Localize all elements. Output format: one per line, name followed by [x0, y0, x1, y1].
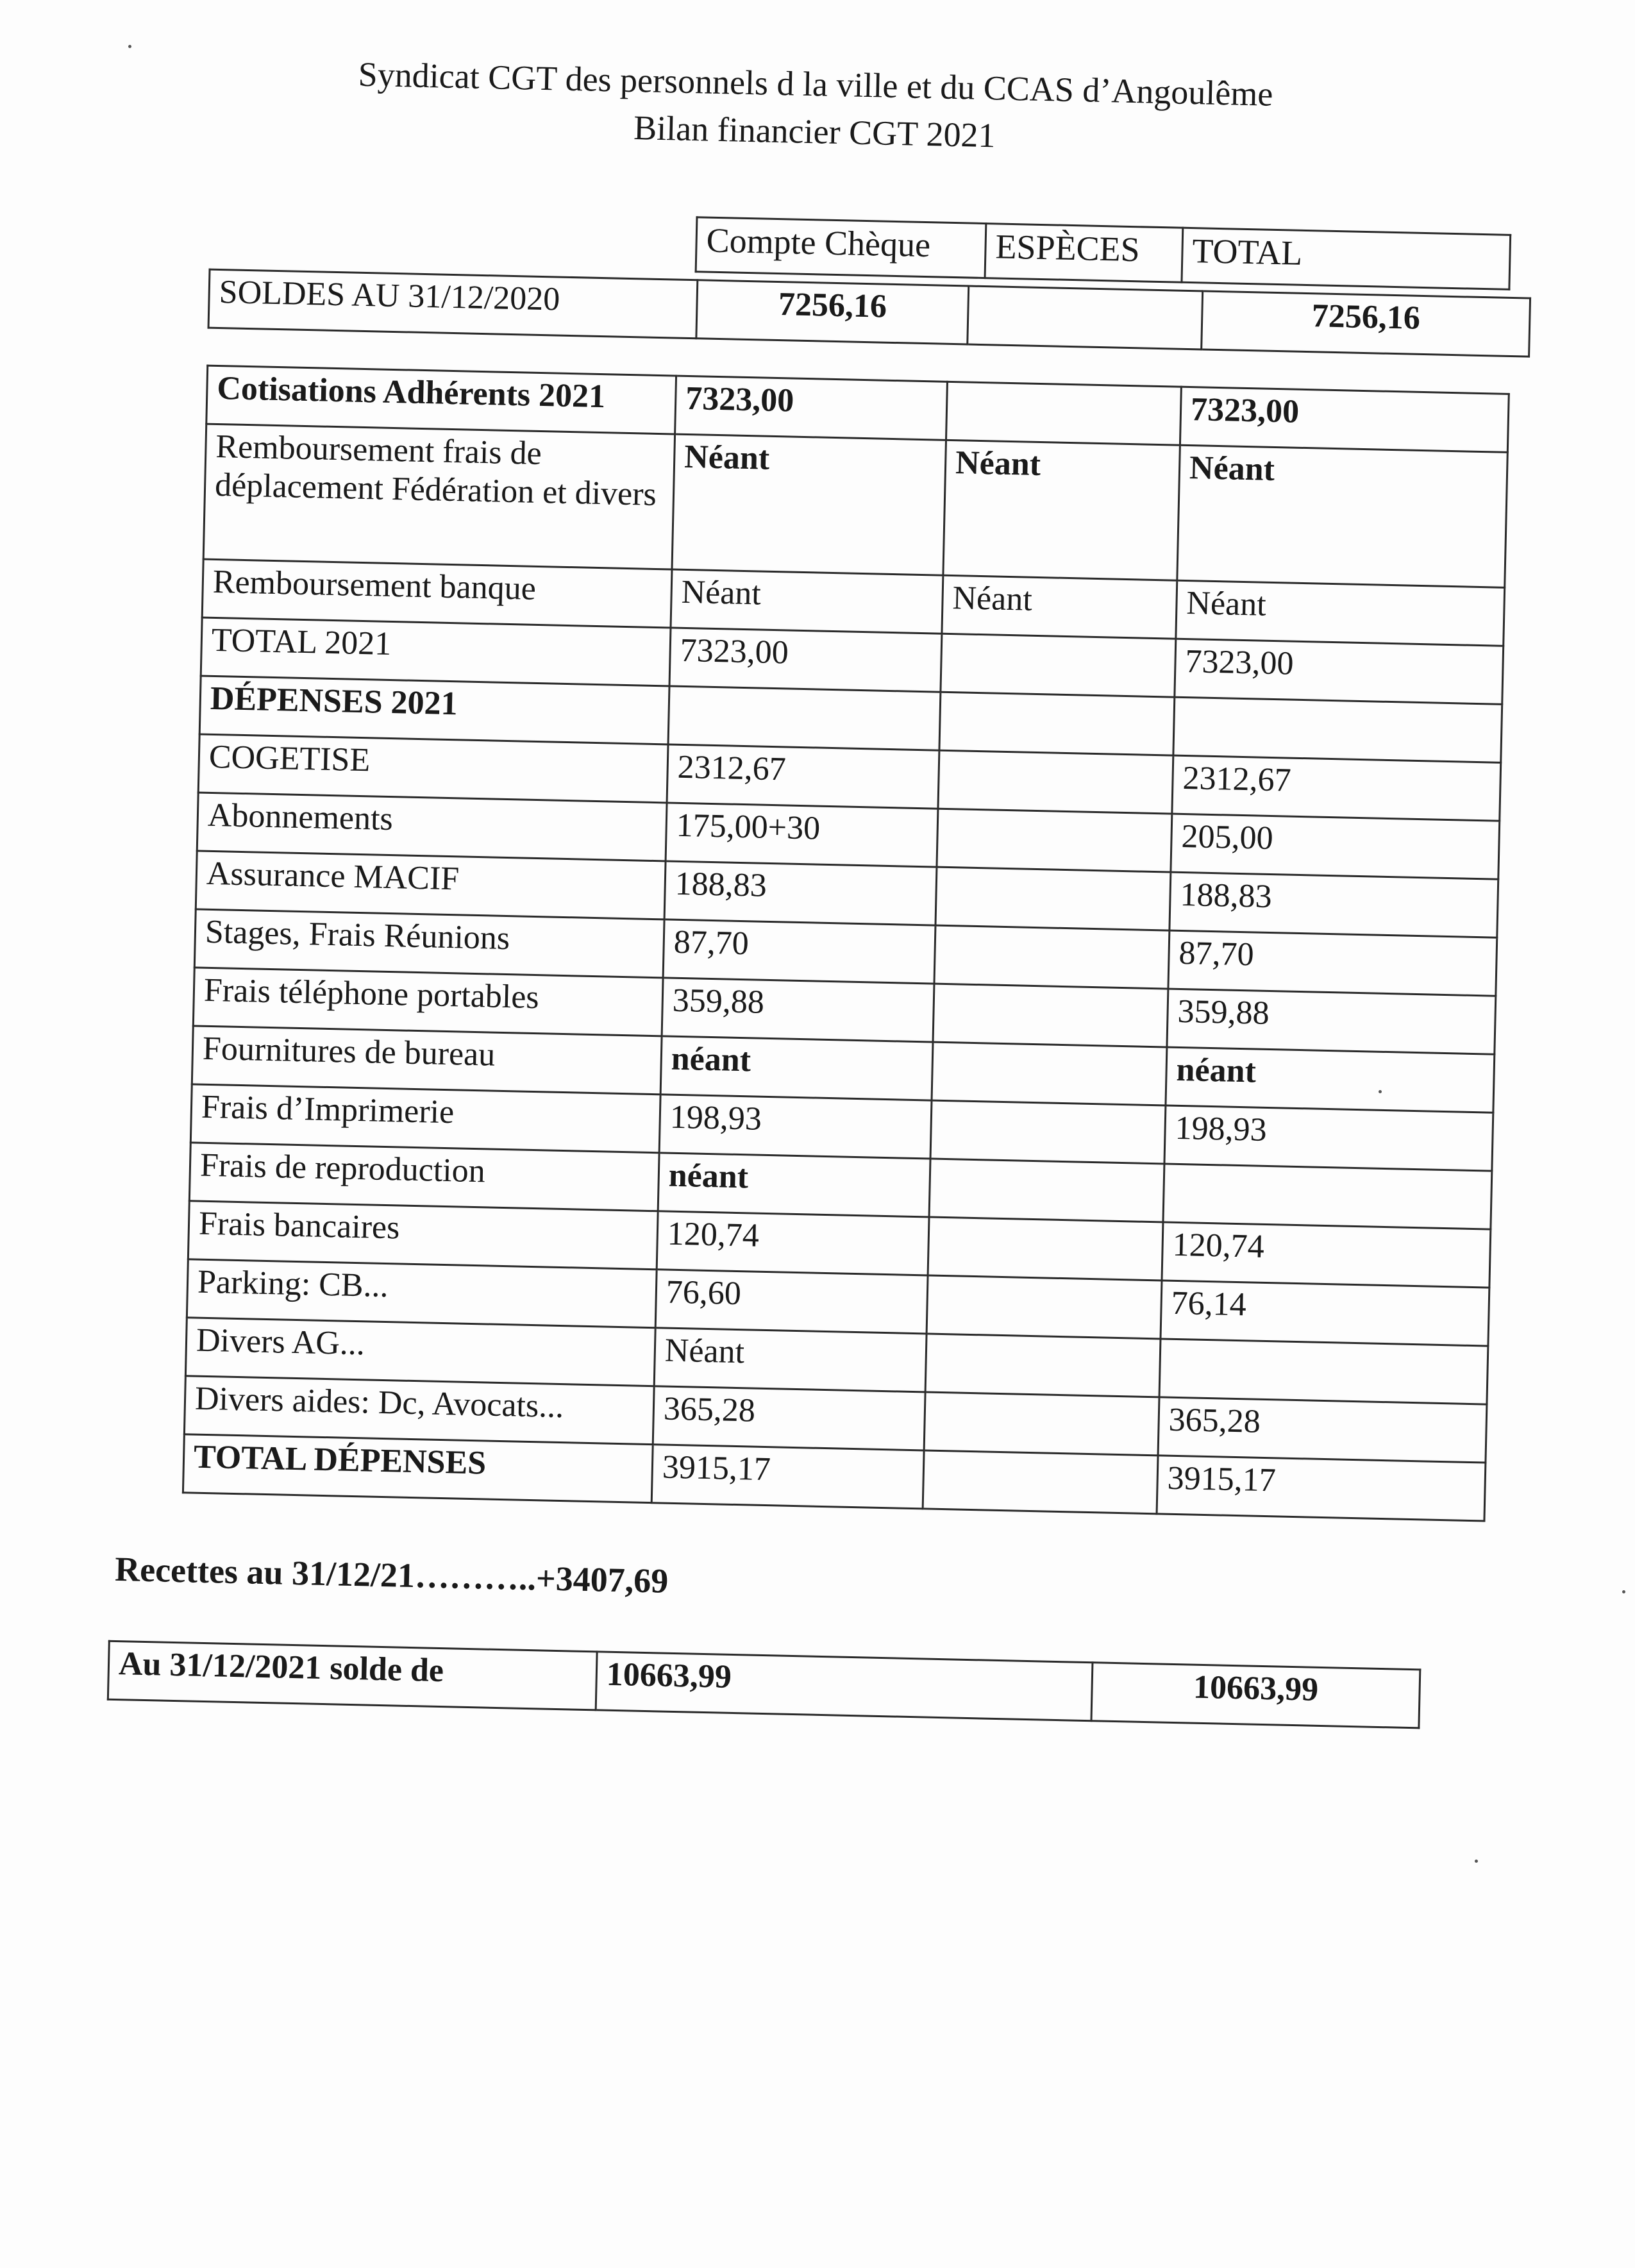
- scan-speck: [1379, 1090, 1382, 1093]
- scan-speck: [128, 45, 131, 48]
- closing-balance-label: Au 31/12/2021 solde de: [108, 1641, 597, 1710]
- column-header-total: TOTAL: [1182, 228, 1511, 289]
- cell-especes: [929, 1159, 1164, 1222]
- cell-especes: [938, 750, 1173, 814]
- cell-total: 2312,67: [1172, 755, 1501, 821]
- row-label: TOTAL DÉPENSES: [183, 1434, 653, 1503]
- cell-total: 7323,00: [1180, 387, 1509, 452]
- opening-balance-label: SOLDES AU 31/12/2020: [208, 269, 698, 339]
- cell-especes: [928, 1217, 1163, 1281]
- cell-cheque: Néant: [671, 569, 943, 634]
- scan-speck: [1622, 1590, 1625, 1593]
- cell-cheque: [668, 686, 941, 750]
- cell-especes: [930, 1100, 1166, 1164]
- closing-balance-cheque: 10663,99: [596, 1652, 1093, 1721]
- cell-especes: [927, 1275, 1162, 1339]
- row-label: Fournitures de bureau: [192, 1026, 662, 1095]
- column-header-table: [695, 216, 1512, 290]
- cell-cheque: 198,93: [659, 1095, 932, 1159]
- opening-balance-cheque: 7256,16: [696, 280, 969, 344]
- cell-especes: [939, 692, 1175, 755]
- document-subtitle: Bilan financier CGT 2021: [633, 108, 996, 155]
- recettes-line: Recettes au 31/12/21………..+3407,69: [114, 1549, 669, 1600]
- cell-especes: Néant: [942, 575, 1177, 639]
- column-header-cheque: Compte Chèque: [696, 217, 986, 278]
- cell-especes: [924, 1392, 1159, 1456]
- row-label: Remboursement banque: [202, 559, 672, 628]
- opening-balance-especes: [968, 286, 1203, 349]
- cell-cheque: 7323,00: [669, 628, 942, 692]
- cell-cheque: 175,00+30: [666, 803, 938, 867]
- cell-total: 359,88: [1167, 989, 1496, 1054]
- closing-balance-table: [107, 1640, 1421, 1729]
- document-title: Syndicat CGT des personnels d la ville et du CCAS d’Angoulême: [358, 55, 1273, 113]
- row-label: DÉPENSES 2021: [199, 676, 669, 744]
- row-label: Divers AG...: [185, 1318, 655, 1386]
- closing-balance-total: 10663,99: [1091, 1663, 1420, 1728]
- cell-cheque: néant: [660, 1036, 933, 1100]
- cell-total: 205,00: [1171, 814, 1500, 879]
- cell-total: Néant: [1176, 580, 1505, 646]
- cell-total: 120,74: [1162, 1222, 1491, 1288]
- cell-cheque: néant: [658, 1153, 930, 1217]
- row-label: TOTAL 2021: [201, 617, 671, 686]
- cell-cheque: 120,74: [657, 1211, 929, 1275]
- cell-especes: [925, 1334, 1161, 1397]
- cell-cheque: 2312,67: [667, 744, 939, 809]
- cell-cheque: Néant: [672, 434, 946, 575]
- cell-especes: [941, 634, 1176, 697]
- row-label: COGETISE: [198, 734, 668, 803]
- row-label: Assurance MACIF: [196, 851, 666, 920]
- cell-especes: [932, 1042, 1167, 1105]
- cell-especes: [935, 867, 1171, 930]
- row-label: Stages, Frais Réunions: [194, 909, 664, 978]
- scan-speck: [1475, 1860, 1478, 1863]
- row-label: Divers aides: Dc, Avocats...: [184, 1376, 654, 1445]
- cell-total: 198,93: [1164, 1105, 1493, 1171]
- cell-total: néant: [1166, 1047, 1495, 1113]
- cell-total: 76,14: [1161, 1281, 1489, 1346]
- cell-total: Néant: [1177, 445, 1507, 587]
- cell-cheque: 188,83: [664, 861, 937, 925]
- cell-total: 365,28: [1158, 1397, 1487, 1463]
- cell-total: 87,70: [1168, 930, 1497, 996]
- row-label: Remboursement frais de déplacement Fédération et divers: [203, 424, 675, 569]
- cell-especes: [946, 382, 1181, 445]
- cell-total: 3915,17: [1157, 1456, 1486, 1521]
- cell-total: 188,83: [1170, 872, 1498, 937]
- cell-total: [1159, 1339, 1488, 1404]
- cell-especes: [933, 984, 1168, 1047]
- row-label: Frais de reproduction: [189, 1143, 659, 1211]
- row-label: Frais téléphone portables: [193, 968, 663, 1036]
- cell-cheque: 7323,00: [675, 376, 948, 440]
- cell-cheque: 87,70: [663, 920, 935, 984]
- ledger-table: [182, 365, 1510, 1522]
- cell-total: [1173, 697, 1502, 762]
- cell-cheque: 359,88: [662, 978, 934, 1042]
- row-label: Parking: CB...: [187, 1259, 657, 1328]
- cell-especes: [923, 1450, 1158, 1514]
- cell-especes: [937, 809, 1172, 872]
- row-label: Abonnements: [197, 793, 667, 861]
- cell-cheque: 76,60: [655, 1270, 928, 1334]
- cell-total: [1163, 1164, 1492, 1229]
- cell-especes: [934, 925, 1170, 989]
- row-label: Frais d’Imprimerie: [190, 1084, 660, 1153]
- row-label: Cotisations Adhérents 2021: [206, 365, 676, 434]
- cell-cheque: 365,28: [653, 1386, 925, 1450]
- cell-especes: Néant: [943, 440, 1180, 580]
- row-label: Frais bancaires: [188, 1201, 658, 1270]
- cell-cheque: 3915,17: [651, 1445, 924, 1509]
- column-header-especes: ESPÈCES: [985, 224, 1183, 283]
- cell-total: 7323,00: [1175, 639, 1504, 704]
- cell-cheque: Néant: [654, 1328, 927, 1392]
- opening-balance-total: 7256,16: [1202, 291, 1530, 357]
